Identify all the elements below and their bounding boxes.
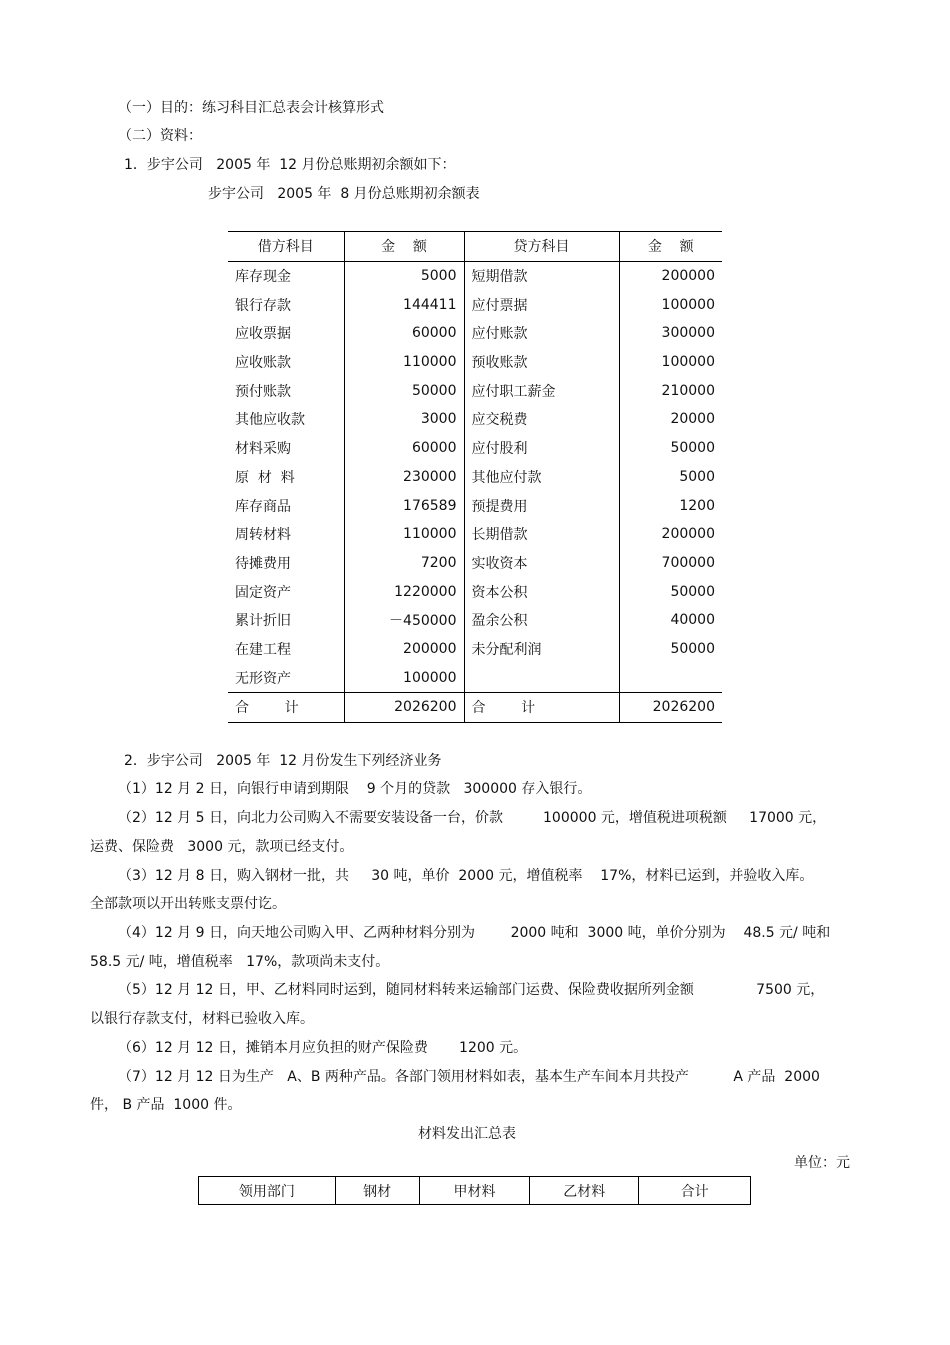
debit-amount: 230000 [344, 463, 464, 492]
table-row [228, 520, 722, 549]
transaction-3-cont: 全部款项以开出转账支票付讫。 [90, 896, 286, 912]
balance-table-header [228, 232, 722, 262]
table-row [228, 463, 722, 492]
credit-amount: 20000 [619, 405, 722, 434]
table-row [228, 348, 722, 377]
debit-account: 待摊费用 [235, 555, 291, 572]
debit-account: 无形资产 [235, 670, 291, 687]
credit-account: 应付职工薪金 [471, 383, 556, 400]
transaction-4: （4）12 月 9 日，向天地公司购入甲、乙两种材料分别为 2000 吨和 3000 吨，单价分别为 48.5 元/ 吨和 [118, 925, 831, 941]
credit-account: 应交税费 [471, 412, 528, 429]
section2-heading: 2．步宇公司 2005 年 12 月份发生下列经济业务 [124, 753, 442, 769]
table-row [228, 290, 722, 319]
debit-amount: 7200 [344, 549, 464, 578]
header-steel: 钢材 [335, 1177, 419, 1205]
material-table-title: 材料发出汇总表 [418, 1126, 516, 1142]
credit-account: 盈余公积 [471, 613, 528, 630]
header-department: 领用部门 [199, 1177, 336, 1205]
credit-amount: 200000 [619, 261, 722, 290]
credit-amount: 50000 [619, 434, 722, 463]
table-row [228, 663, 722, 692]
debit-account: 银行存款 [235, 297, 291, 314]
debit-amount: 200000 [344, 635, 464, 664]
balance-table-title: 步宇公司 2005 年 8 月份总账期初余额表 [208, 186, 480, 202]
credit-amount: 50000 [619, 577, 722, 606]
total-label-credit: 合 计 [464, 693, 619, 723]
credit-amount [619, 663, 722, 692]
materials-line: （二）资料： [118, 128, 202, 144]
credit-amount: 5000 [619, 463, 722, 492]
credit-account [464, 663, 619, 692]
credit-account: 短期借款 [471, 269, 528, 286]
transaction-2-cont: 运费、保险费 3000 元，款项已经支付。 [90, 839, 354, 855]
credit-amount: 50000 [619, 635, 722, 664]
debit-amount: 60000 [344, 434, 464, 463]
table-row [228, 261, 722, 290]
table-row [228, 635, 722, 664]
table-row [228, 491, 722, 520]
credit-account: 实收资本 [471, 555, 528, 572]
debit-amount: 3000 [344, 405, 464, 434]
material-table-unit: 单位：元 [794, 1155, 850, 1171]
transaction-1: （1）12 月 2 日，向银行申请到期限 9 个月的贷款 300000 存入银行。 [118, 781, 592, 797]
balance-table [228, 231, 722, 723]
table-row [228, 405, 722, 434]
credit-account: 未分配利润 [471, 641, 542, 658]
table-row [228, 577, 722, 606]
credit-account: 应付账款 [471, 326, 528, 343]
header-credit-account: 贷方科目 [464, 232, 619, 262]
debit-amount: 110000 [344, 348, 464, 377]
purpose-line: （一）目的：练习科目汇总表会计核算形式 [118, 100, 384, 116]
debit-account: 应收票据 [235, 326, 291, 343]
header-material-b: 乙材料 [530, 1177, 639, 1205]
transaction-3: （3）12 月 8 日，购入钢材一批，共 30 吨，单价 2000 元，增值税率 17%，材料已运到，并验收入库。 [118, 868, 814, 884]
table-row [228, 434, 722, 463]
debit-account: 固定资产 [235, 584, 291, 601]
credit-account: 其他应付款 [471, 469, 542, 486]
debit-account: 材料采购 [235, 441, 291, 458]
credit-amount: 100000 [619, 290, 722, 319]
table-row [228, 606, 722, 635]
transaction-5: （5）12 月 12 日，甲、乙材料同时运到，随同材料转来运输部门运费、保险费收据所列金额 7500 元， [118, 982, 825, 998]
debit-amount: 50000 [344, 376, 464, 405]
material-table [198, 1176, 751, 1205]
debit-account: 周转材料 [235, 527, 291, 544]
credit-account: 预提费用 [471, 498, 528, 515]
header-total: 合计 [639, 1177, 751, 1205]
transaction-6: （6）12 月 12 日，摊销本月应负担的财产保险费 1200 元。 [118, 1040, 528, 1056]
transaction-5-cont: 以银行存款支付，材料已验收入库。 [90, 1011, 314, 1027]
header-credit-amount: 金 额 [619, 232, 722, 262]
credit-amount: 1200 [619, 491, 722, 520]
table-row [228, 319, 722, 348]
debit-account: 累计折旧 [235, 613, 291, 630]
credit-amount: 300000 [619, 319, 722, 348]
credit-account: 长期借款 [471, 527, 528, 544]
transaction-7-cont: 件， B 产品 1000 件。 [90, 1097, 242, 1113]
debit-amount: 60000 [344, 319, 464, 348]
credit-account: 应付票据 [471, 297, 528, 314]
debit-amount: 110000 [344, 520, 464, 549]
debit-account: 原 材 料 [235, 469, 295, 486]
transaction-2: （2）12 月 5 日，向北力公司购入不需要安装设备一台，价款 100000 元，增值税进项税额 17000 元， [118, 810, 827, 826]
debit-amount: 144411 [344, 290, 464, 319]
debit-account: 库存现金 [235, 269, 291, 286]
total-amount-credit: 2026200 [619, 693, 722, 723]
credit-account: 资本公积 [471, 584, 528, 601]
table-row [228, 549, 722, 578]
header-material-a: 甲材料 [419, 1177, 530, 1205]
header-debit-amount: 金 额 [344, 232, 464, 262]
credit-amount: 200000 [619, 520, 722, 549]
debit-amount: 100000 [344, 663, 464, 692]
credit-amount: 700000 [619, 549, 722, 578]
debit-account: 预付账款 [235, 383, 291, 400]
total-label-debit: 合 计 [228, 693, 344, 723]
material-table-header [199, 1177, 751, 1205]
debit-amount: 5000 [344, 261, 464, 290]
debit-amount: 176589 [344, 491, 464, 520]
debit-account: 应收账款 [235, 355, 291, 372]
debit-account: 库存商品 [235, 498, 291, 515]
balance-table-total-row [228, 693, 722, 723]
transaction-4-cont: 58.5 元/ 吨，增值税率 17%，款项尚未支付。 [90, 954, 390, 970]
credit-amount: 40000 [619, 606, 722, 635]
credit-account: 应付股利 [471, 441, 528, 458]
debit-account: 其他应收款 [235, 412, 305, 429]
credit-amount: 210000 [619, 376, 722, 405]
total-amount-debit: 2026200 [344, 693, 464, 723]
table-row [228, 376, 722, 405]
debit-amount: 1220000 [344, 577, 464, 606]
debit-amount: －450000 [344, 606, 464, 635]
debit-account: 在建工程 [235, 641, 291, 658]
transaction-7: （7）12 月 12 日为生产 A、B 两种产品。各部门领用材料如表，基本生产车间本月共投产 A 产品 2000 [118, 1069, 820, 1085]
credit-account: 预收账款 [471, 355, 528, 372]
credit-amount: 100000 [619, 348, 722, 377]
item1-line: 1．步宇公司 2005 年 12 月份总账期初余额如下： [124, 157, 456, 173]
header-debit-account: 借方科目 [228, 232, 344, 262]
